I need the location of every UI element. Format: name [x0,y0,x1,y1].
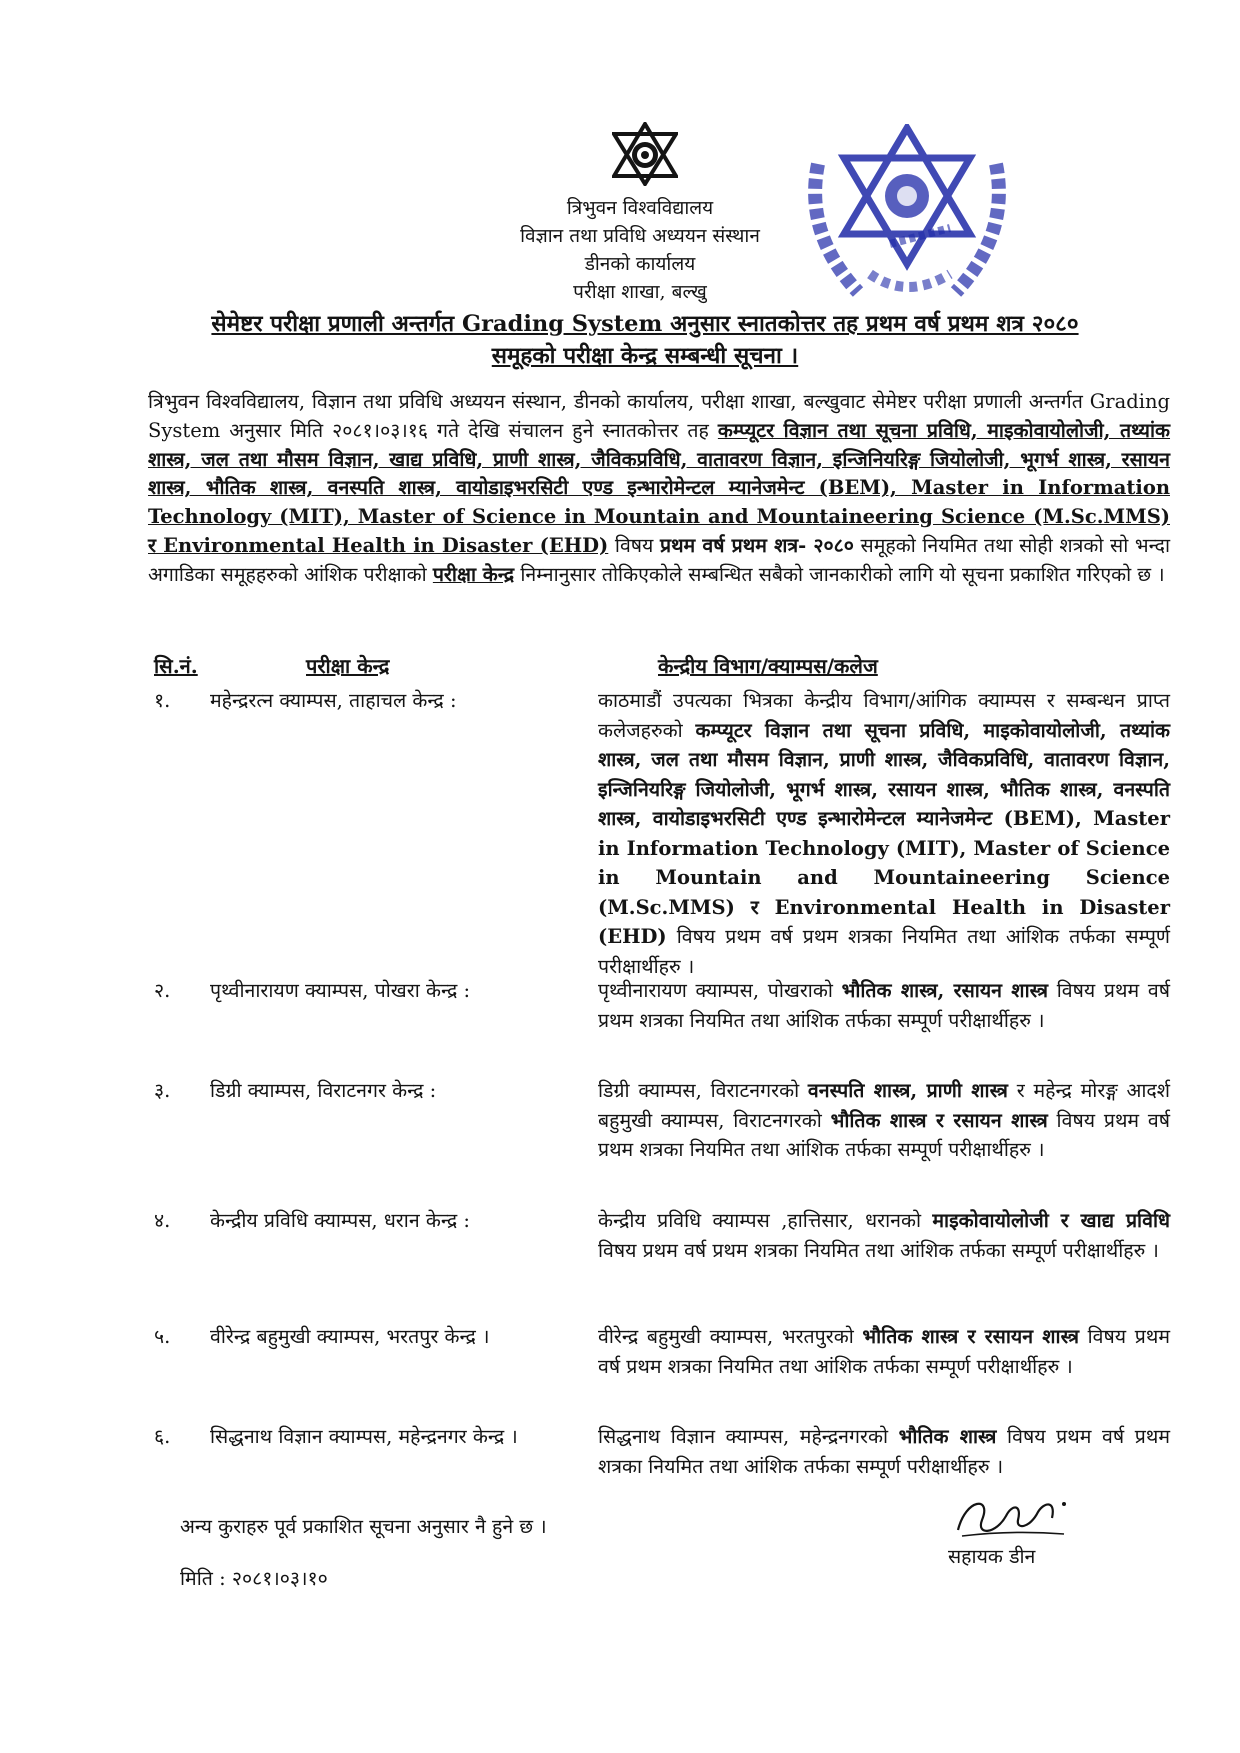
intro-subjects: कम्प्यूटर विज्ञान तथा सूचना प्रविधि, माइकोवायोलोजी, तथ्यांक शास्त्र, जल तथा मौसम विज्ञान, खाद्य प्रविधि, प्राणी शास्त्र, जैविकप्रविधि, वातावरण विज्ञान, इन्जिनियरिङ्ग जियोलोजी, भूगर्भ शास्त्र, रसायन शास्त्र, भौतिक शास्त्र, वनस्पति शास्त्र, वायोडाइभरसिटी एण्ड इन्भारोमेन्टल म्यानेजमेन्ट (BEM), Master in Information Technology (MIT), Master of Science in Mountain and Mountaineering Science (M.Sc.MMS) र Environmental Health in Disaster (EHD) [148,418,1171,557]
title-line-2: समूहको परीक्षा केन्द्र सम्बन्धी सूचना । [491,343,799,369]
desc-text: पृथ्वीनारायण क्याम्पस, पोखराको [598,979,842,1002]
desc-text: विषय प्रथम वर्ष प्रथम शत्रका नियमित तथा आंशिक तर्फका सम्पूर्ण परीक्षार्थीहरु । [598,979,1170,1032]
desc-subjects: भौतिक शास्त्र र रसायन शास्त्र [830,1108,1048,1132]
row-number: १. [154,689,171,712]
tu-emblem-icon [612,122,678,186]
intro-text-3: समूहको नियमित तथा सोही शत्रको सो भन्दा अगाडिका समूहहरुको आंशिक परीक्षाको [148,533,1171,586]
row-number: ३. [154,1079,171,1102]
intro-exam-center: परीक्षा केन्द्र [432,562,515,586]
desc-subjects: कम्प्यूटर विज्ञान तथा सूचना प्रविधि, माइकोवायोलोजी, तथ्यांक शास्त्र, जल तथा मौसम विज्ञान, प्राणी शास्त्र, जैविकप्रविधि, वातावरण विज्ञान, इन्जिनियरिङ्ग जियोलोजी, भूगर्भ शास्त्र, रसायन शास्त्र, भौतिक शास्त्र, वनस्पति शास्त्र, वायोडाइभरसिटी एण्ड इन्भारोमेन्टल म्यानेजमेन्ट (BEM), Master in Information Technology (MIT), Master of Science in Mountain and Mountaineering Science (M.Sc.MMS) र Environmental Health in Disaster (EHD) [598,718,1170,948]
row-description [598,976,1170,1035]
intro-text-4: निम्नानुसार तोकिएकोले सम्बन्धित सबैको जानकारीको लागि यो सूचना प्रकाशित गरिएको छ । [514,562,1165,586]
row-exam-center: सिद्धनाथ विज्ञान क्याम्पस, महेन्द्रनगर केन्द्र । [210,1425,518,1448]
column-header-campus: केन्द्रीय विभाग/क्याम्पस/कलेज [658,654,878,678]
desc-subjects: भौतिक शास्त्र, रसायन शास्त्र [841,979,1048,1002]
signer-title: सहायक डीन [948,1545,1036,1568]
row-exam-center: वीरेन्द्र बहुमुखी क्याम्पस, भरतपुर केन्द्र । [210,1325,490,1348]
notice-title [140,308,1150,372]
intro-year: प्रथम वर्ष प्रथम शत्र- २०८० [659,533,854,557]
desc-text: विषय प्रथम वर्ष प्रथम शत्रका नियमित तथा आंशिक तर्फका सम्पूर्ण परीक्षार्थीहरु । [598,925,1170,978]
row-description [598,1206,1170,1265]
desc-text: सिद्धनाथ विज्ञान क्याम्पस, महेन्द्रनगरको [598,1425,899,1448]
desc-text: डिग्री क्याम्पस, विराटनगरको [598,1079,808,1102]
row-exam-center: डिग्री क्याम्पस, विराटनगर केन्द्र : [210,1079,437,1102]
row-description [598,1422,1170,1481]
row-number: २. [154,979,171,1002]
row-number: ४. [154,1209,171,1232]
row-exam-center: पृथ्वीनारायण क्याम्पस, पोखरा केन्द्र : [210,979,471,1002]
desc-text: र महेन्द्र मोरङ्ग आदर्श बहुमुखी क्याम्पस, विराटनगरको [598,1079,1170,1132]
column-header-sn: सि.नं. [154,654,198,678]
office-name: डीनको कार्यालय [584,253,696,275]
desc-text: वीरेन्द्र बहुमुखी क्याम्पस, भरतपुरको [598,1325,863,1348]
desc-subjects: वनस्पति शास्त्र, प्राणी शास्त्र [807,1079,1008,1102]
university-name: त्रिभुवन विश्वविद्यालय [566,197,714,219]
desc-subjects: भौतिक शास्त्र [898,1425,997,1448]
title-line-1: सेमेष्टर परीक्षा प्रणाली अन्तर्गत Grading System अनुसार स्नातकोत्तर तह प्रथम वर्ष प्रथम शत्र २०८० [211,311,1079,337]
desc-text: विषय प्रथम वर्ष प्रथम शत्रका नियमित तथा आंशिक तर्फका सम्पूर्ण परीक्षार्थीहरु । [598,1108,1170,1161]
notice-date: मिति : २०८१।०३।१० [180,1567,328,1590]
intro-text-1: त्रिभुवन विश्वविद्यालय, विज्ञान तथा प्रविधि अध्ययन संस्थान, डीनको कार्यालय, परीक्षा शाखा, बल्खुवाट सेमेष्टर परीक्षा प्रणाली अन्तर्गत Grading System अनुसार मिति २०८१।०३।१६ गते देखि संचालन हुने स्नातकोत्तर तह [148,390,1170,442]
row-number: ६. [154,1425,171,1448]
desc-subjects: भौतिक शास्त्र र रसायन शास्त्र [862,1325,1079,1348]
section-name: परीक्षा शाखा, बल्खु [573,281,707,303]
desc-text: काठमाडौं उपत्यका भित्रका केन्द्रीय विभाग/आंगिक क्याम्पस र सम्बन्धन प्राप्त कलेजहरुको [598,689,1170,742]
intro-text-2: विषय [608,533,660,557]
institute-name: विज्ञान तथा प्रविधि अध्ययन संस्थान [520,225,760,247]
signature-icon [952,1490,1072,1546]
row-exam-center: केन्द्रीय प्रविधि क्याम्पस, धरान केन्द्र : [210,1209,470,1232]
desc-text: विषय प्रथम वर्ष प्रथम शत्रका नियमित तथा आंशिक तर्फका सम्पूर्ण परीक्षार्थीहरु । [598,1425,1170,1478]
desc-text: केन्द्रीय प्रविधि क्याम्पस ,हात्तिसार, धरानको [598,1209,933,1232]
letterhead [440,194,840,306]
row-number: ५. [154,1325,171,1348]
desc-subjects: माइकोवायोलोजी र खाद्य प्रविधि [932,1209,1170,1232]
desc-text: विषय प्रथम वर्ष प्रथम शत्रका नियमित तथा आंशिक तर्फका सम्पूर्ण परीक्षार्थीहरु । [598,1238,1159,1262]
desc-text: विषय प्रथम वर्ष प्रथम शत्रका नियमित तथा आंशिक तर्फका सम्पूर्ण परीक्षार्थीहरु । [598,1325,1170,1378]
row-exam-center: महेन्द्ररत्न क्याम्पस, ताहाचल केन्द्र : [210,689,457,712]
intro-paragraph [148,388,1170,590]
row-description [598,1322,1170,1381]
row-description [598,686,1170,981]
footer-note: अन्य कुराहरु पूर्व प्रकाशित सूचना अनुसार नै हुने छ । [180,1515,547,1538]
row-description [598,1076,1170,1165]
column-header-center: परीक्षा केन्द्र [306,654,390,678]
